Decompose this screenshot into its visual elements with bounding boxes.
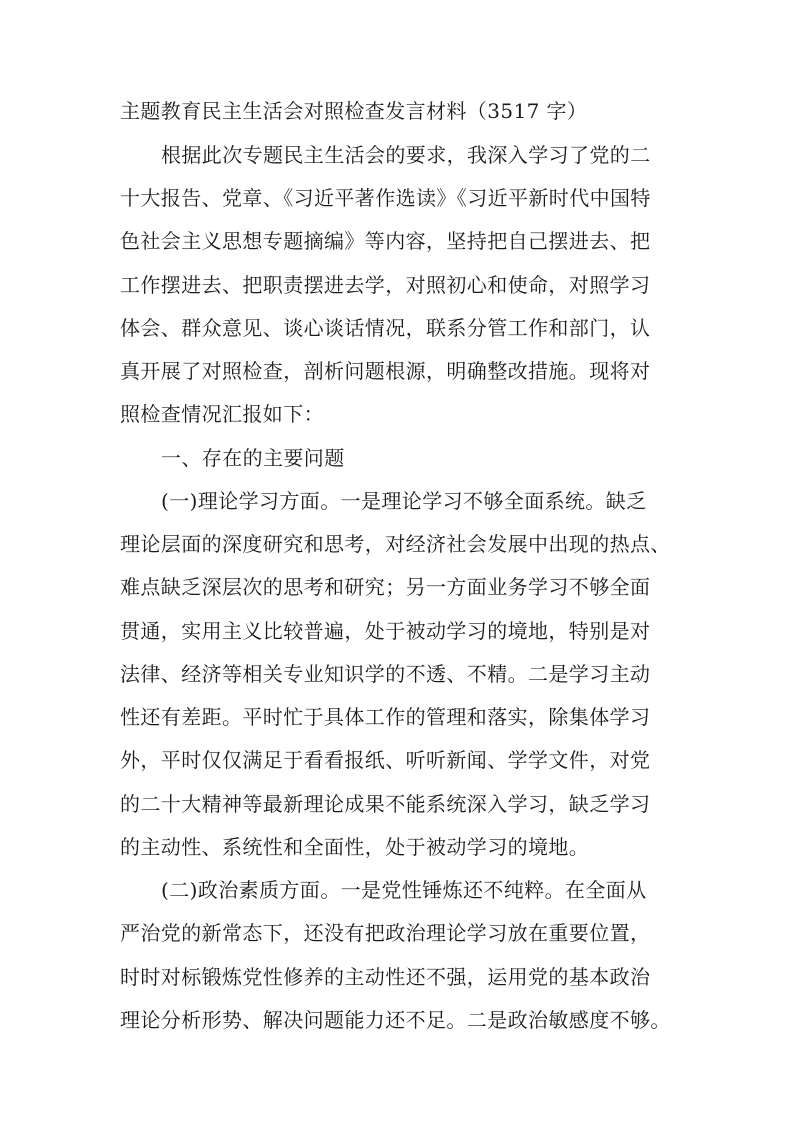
paragraph-line: 法律、经济等相关专业知识学的不透、不精。二是学习主动 [120,662,651,686]
paragraph-line: 贯通，实用主义比较普遍，处于被动学习的境地，特别是对 [120,619,651,643]
paragraph-line: 性还有差距。平时忙于具体工作的管理和落实，除集体学习 [120,705,651,729]
paragraph-line: 外，平时仅仅满足于看看报纸、听听新闻、学学文件，对党 [120,748,651,772]
paragraph-line: 严治党的新常态下，还没有把政治理论学习放在重要位置， [120,921,651,945]
paragraph-line: 时时对标锻炼党性修养的主动性还不强，运用党的基本政治 [120,965,651,989]
paragraph-line: 根据此次专题民主生活会的要求，我深入学习了党的二 [161,143,651,167]
paragraph-line: 真开展了对照检查，剖析问题根源，明确整改措施。现将对 [120,359,651,383]
paragraph-line: 的二十大精神等最新理论成果不能系统深入学习，缺乏学习 [120,792,651,816]
paragraph-line: 工作摆进去、把职责摆进去学，对照初心和使命，对照学习 [120,273,651,297]
paragraph-line: 理论分析形势、解决问题能力还不足。二是政治敏感度不够。 [120,1008,671,1032]
paragraph-line: 的主动性、系统性和全面性，处于被动学习的境地。 [120,835,590,859]
paragraph-line: 理论层面的深度研究和思考，对经济社会发展中出现的热点、 [120,532,671,556]
paragraph-line: 照检查情况汇报如下： [120,402,324,426]
paragraph-line: (一)理论学习方面。一是理论学习不够全面系统。缺乏 [161,489,647,513]
paragraph-line: 难点缺乏深层次的思考和研究；另一方面业务学习不够全面 [120,575,651,599]
paragraph-line: 色社会主义思想专题摘编》等内容，坚持把自己摆进去、把 [120,229,651,253]
paragraph-line: 十大报告、党章、《习近平著作选读》《习近平新时代中国特 [120,186,651,210]
paragraph-line: (二)政治素质方面。一是党性锤炼还不纯粹。在全面从 [161,878,647,902]
paragraph-line: 体会、群众意见、谈心谈话情况，联系分管工作和部门，认 [120,316,651,340]
document-title: 主题教育民主生活会对照检查发言材料（3517 字） [120,99,588,123]
section-heading: 一、存在的主要问题 [161,446,345,470]
